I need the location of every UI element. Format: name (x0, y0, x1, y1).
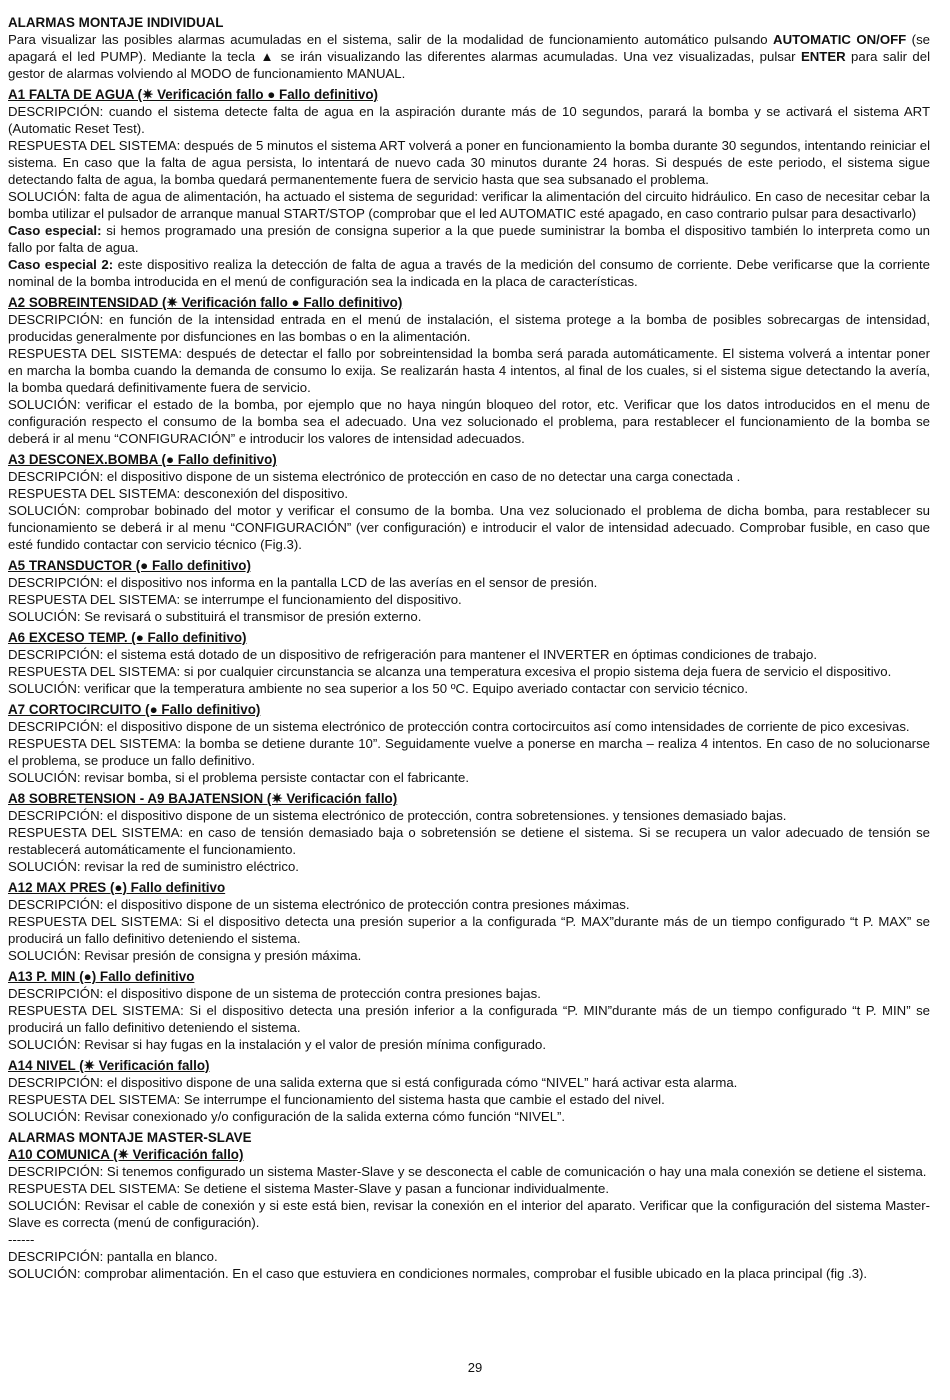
alarm-a6-sol: SOLUCIÓN: verificar que la temperatura ambiente no sea superior a los 50 ºC. Equipo averiado contactar con servicio técnico. (8, 681, 749, 696)
master-slave-section (8, 1129, 930, 1282)
alarm-a13-title: A13 P. MIN (●) Fallo definitivo (8, 969, 195, 984)
alarm-a8-resp: RESPUESTA DEL SISTEMA: en caso de tensión demasiado baja o sobretensión se detiene el sistema. Si se recupera un valor adecuado de tensión se restablecerá automáticamente el funcionamiento. (8, 825, 930, 857)
alarm-a13-desc: DESCRIPCIÓN: el dispositivo dispone de un sistema de protección contra presiones bajas. (8, 986, 541, 1001)
alarm-a2-sol: SOLUCIÓN: verificar el estado de la bomba, por ejemplo que no haya ningún bloqueo del rotor, etc. Verificar que los datos introducidos en el menu de configuración respecto el consumo de la bomba sea el adecuado. Una vez solucionado el problema, para restablecer el funcionamiento de la bomba se deberá ir al menu “CONFIGURACIÓN” e introducir los valores de intensidad adecuados. (8, 397, 930, 446)
alarm-a14-title: A14 NIVEL (✷ Verificación fallo) (8, 1058, 210, 1073)
alarm-a5-title: A5 TRANSDUCTOR (● Fallo definitivo) (8, 558, 251, 573)
alarm-a7-title: A7 CORTOCIRCUITO (● Fallo definitivo) (8, 702, 261, 717)
special-2-label: Caso especial 2: (8, 257, 114, 272)
special-1-label: Caso especial: (8, 223, 102, 238)
alarm-a2-resp: RESPUESTA DEL SISTEMA: después de detectar el fallo por sobreintensidad la bomba será parada automáticamente. El sistema volverá a intentar poner en marcha la bomba cuando la demanda de consumo lo exija. Se realizarán hasta 4 intentos, al final de los cuales, si el sistema sigue detectando la avería, la bomba quedará definitivamente fuera de servicio. (8, 346, 930, 395)
blank-screen-desc: DESCRIPCIÓN: pantalla en blanco. (8, 1249, 218, 1264)
alarm-a14-resp: RESPUESTA DEL SISTEMA: Se interrumpe el funcionamiento del sistema hasta que cambie el estado del nivel. (8, 1092, 665, 1107)
alarm-a1-special-1 (8, 222, 930, 256)
intro-bold-2: ENTER (800, 49, 846, 64)
alarm-a3-title: A3 DESCONEX.BOMBA (● Fallo definitivo) (8, 452, 277, 467)
intro-text-3: para salir del gestor de alarmas volviendo al MODO de funcionamiento MANUAL. (8, 49, 930, 81)
alarm-a13 (8, 968, 930, 1053)
master-slave-title: ALARMAS MONTAJE MASTER-SLAVE (8, 1130, 252, 1145)
alarm-a7-sol: SOLUCIÓN: revisar bomba, si el problema persiste contactar con el fabricante. (8, 770, 470, 785)
alarm-a6-desc: DESCRIPCIÓN: el sistema está dotado de un dispositivo de refrigeración para mantener el INVERTER en óptimas condiciones de trabajo. (8, 647, 817, 662)
document-page (8, 14, 930, 1282)
alarm-a6-title: A6 EXCESO TEMP. (● Fallo definitivo) (8, 630, 247, 645)
separator-text: ------ (8, 1232, 35, 1247)
alarm-a12-resp: RESPUESTA DEL SISTEMA: Si el dispositivo detecta una presión superior a la configurada “P. MAX”durante más de un tiempo configurado “t P. MAX” se producirá un fallo definitivo deteniendo el sistema. (8, 914, 930, 946)
intro-bold-1: AUTOMATIC ON/OFF (773, 32, 907, 47)
alarm-a1 (8, 86, 930, 290)
alarm-a6 (8, 629, 930, 697)
special-2-text: este dispositivo realiza la detección de falta de agua a través de la medición del consumo de corriente. Debe verificarse que la corriente nominal de la bomba introducida en el menú de configuración sea la indicada en la placa de características. (8, 257, 931, 289)
alarm-a8-desc: DESCRIPCIÓN: el dispositivo dispone de un sistema electrónico de protección, contra sobretensiones. y tensiones demasiado bajas. (8, 808, 787, 823)
alarm-a10-sol: SOLUCIÓN: Revisar el cable de conexión y si este está bien, revisar la conexión en el interior del aparato. Verificar que la configuración del sistema Master-Slave es correcta (menú de configuración). (8, 1198, 930, 1230)
alarm-a2-desc: DESCRIPCIÓN: en función de la intensidad entrada en el menú de instalación, el sistema protege a la bomba de posibles sobrecargas de intensidad, producidas generalmente por disfunciones en las bombas o en la alimentación. (8, 312, 930, 344)
alarm-a7 (8, 701, 930, 786)
alarm-a3-desc: DESCRIPCIÓN: el dispositivo dispone de un sistema electrónico de protección en caso de no detectar una carga conectada . (8, 469, 741, 484)
alarm-a10-resp: RESPUESTA DEL SISTEMA: Se detiene el sistema Master-Slave y pasan a funcionar individualmente. (8, 1181, 610, 1196)
alarm-a14-sol: SOLUCIÓN: Revisar conexionado y/o configuración de la salida externa cómo función “NIVEL”. (8, 1109, 566, 1124)
alarm-a13-sol: SOLUCIÓN: Revisar si hay fugas en la instalación y el valor de presión mínima configurado. (8, 1037, 547, 1052)
intro-paragraph (8, 31, 930, 82)
intro-section (8, 14, 930, 82)
alarm-a12 (8, 879, 930, 964)
alarm-a3-sol: SOLUCIÓN: comprobar bobinado del motor y verificar el consumo de la bomba. Una vez solucionado el problema de dicha bomba, para restablecer su funcionamiento se deberá ir al menu “CONFIGURACIÓN” (ver configuración) e introducir el valor de intensidad adecuado. Comprobar fusible, en caso que esté fundido contactar con servicio técnico (Fig.3). (8, 503, 930, 552)
alarm-a10-title: A10 COMUNICA (✷ Verificación fallo) (8, 1147, 244, 1162)
intro-text-1: Para visualizar las posibles alarmas acumuladas en el sistema, salir de la modalidad de funcionamiento automático pulsando (8, 32, 774, 47)
alarm-a5 (8, 557, 930, 625)
blank-screen-sol: SOLUCIÓN: comprobar alimentación. En el caso que estuviera en condiciones normales, comprobar el fusible ubicado en la placa principal (fig .3). (8, 1266, 868, 1281)
alarm-a5-resp: RESPUESTA DEL SISTEMA: se interrumpe el funcionamiento del dispositivo. (8, 592, 462, 607)
alarm-a5-desc: DESCRIPCIÓN: el dispositivo nos informa en la pantalla LCD de las averías en el sensor de presión. (8, 575, 598, 590)
alarm-a13-resp: RESPUESTA DEL SISTEMA: Si el dispositivo detecta una presión inferior a la configurada “P. MIN”durante más de un tiempo configurado “t P. MIN” se producirá un fallo definitivo deteniendo el sistema. (8, 1003, 930, 1035)
alarm-a8-sol: SOLUCIÓN: revisar la red de suministro eléctrico. (8, 859, 299, 874)
alarm-a12-sol: SOLUCIÓN: Revisar presión de consigna y presión máxima. (8, 948, 362, 963)
alarm-a1-sol: SOLUCIÓN: falta de agua de alimentación, ha actuado el sistema de seguridad: verificar la alimentación del circuito hidráulico. En caso de necesitar cebar la bomba utilizar el pulsador de arranque manual START/STOP (comprobar que el led AUTOMATIC esté apagado, en caso contrario pulsar para desactivarlo) (8, 189, 930, 221)
alarm-a2-title: A2 SOBREINTENSIDAD (✷ Verificación fallo ● Fallo definitivo) (8, 295, 403, 310)
alarm-a8-title: A8 SOBRETENSION - A9 BAJATENSION (✷ Verificación fallo) (8, 791, 398, 806)
alarm-a6-resp: RESPUESTA DEL SISTEMA: si por cualquier circunstancia se alcanza una temperatura excesiva el propio sistema deja fuera de servicio el dispositivo. (8, 664, 892, 679)
intro-text-2: (se apagará el led PUMP). Mediante la tecla ▲ se irán visualizando las diferentes alarmas acumuladas. Una vez visualizadas, pulsar (8, 32, 930, 64)
alarm-a3-resp: RESPUESTA DEL SISTEMA: desconexión del dispositivo. (8, 486, 349, 501)
alarm-a14 (8, 1057, 930, 1125)
alarm-a12-desc: DESCRIPCIÓN: el dispositivo dispone de un sistema electrónico de protección contra presiones máximas. (8, 897, 630, 912)
alarm-a1-title: A1 FALTA DE AGUA (✷ Verificación fallo ● Fallo definitivo) (8, 87, 378, 102)
alarm-a5-sol: SOLUCIÓN: Se revisará o substituirá el transmisor de presión externo. (8, 609, 422, 624)
alarm-a2 (8, 294, 930, 447)
alarm-a1-desc: DESCRIPCIÓN: cuando el sistema detecte falta de agua en la aspiración durante más de 10 segundos, parará la bomba y se activará el sistema ART (Automatic Reset Test). (8, 104, 930, 136)
alarm-a14-desc: DESCRIPCIÓN: el dispositivo dispone de una salida externa que si está configurada cómo “NIVEL” hará activar esta alarma. (8, 1075, 738, 1090)
alarm-a10-desc: DESCRIPCIÓN: Si tenemos configurado un sistema Master-Slave y se desconecta el cable de comunicación o hay una mala conexión se detiene el sistema. (8, 1164, 927, 1179)
alarm-a12-title: A12 MAX PRES (●) Fallo definitivo (8, 880, 226, 895)
alarm-a7-desc: DESCRIPCIÓN: el dispositivo dispone de un sistema electrónico de protección contra cortocircuitos así como intensidades de corriente de pico excesivas. (8, 719, 910, 734)
special-1-text: si hemos programado una presión de consigna superior a la que puede suministrar la bomba el dispositivo también lo interpreta como un fallo por falta de agua. (8, 223, 930, 255)
alarm-a7-resp: RESPUESTA DEL SISTEMA: la bomba se detiene durante 10”. Seguidamente vuelve a ponerse en marcha – realiza 4 intentos. En caso de no solucionarse el problema, se produce un fallo definitivo. (8, 736, 930, 768)
page-number: 29 (467, 1360, 483, 1375)
alarm-a3 (8, 451, 930, 553)
alarm-a1-special-2 (8, 256, 930, 290)
alarm-a1-resp: RESPUESTA DEL SISTEMA: después de 5 minutos el sistema ART volverá a poner en funcionamiento la bomba durante 30 segundos, intentando reiniciar el sistema. En caso que la falta de agua persista, lo intentará de nuevo cada 30 minutos durante 24 horas. Si después de este periodo, el sistema sigue detectando falta de agua, la bomba quedará permanentemente fuera de servicio hasta que sea subsanado el problema. (8, 138, 930, 187)
intro-title: ALARMAS MONTAJE INDIVIDUAL (8, 15, 224, 30)
alarm-a8-a9 (8, 790, 930, 875)
